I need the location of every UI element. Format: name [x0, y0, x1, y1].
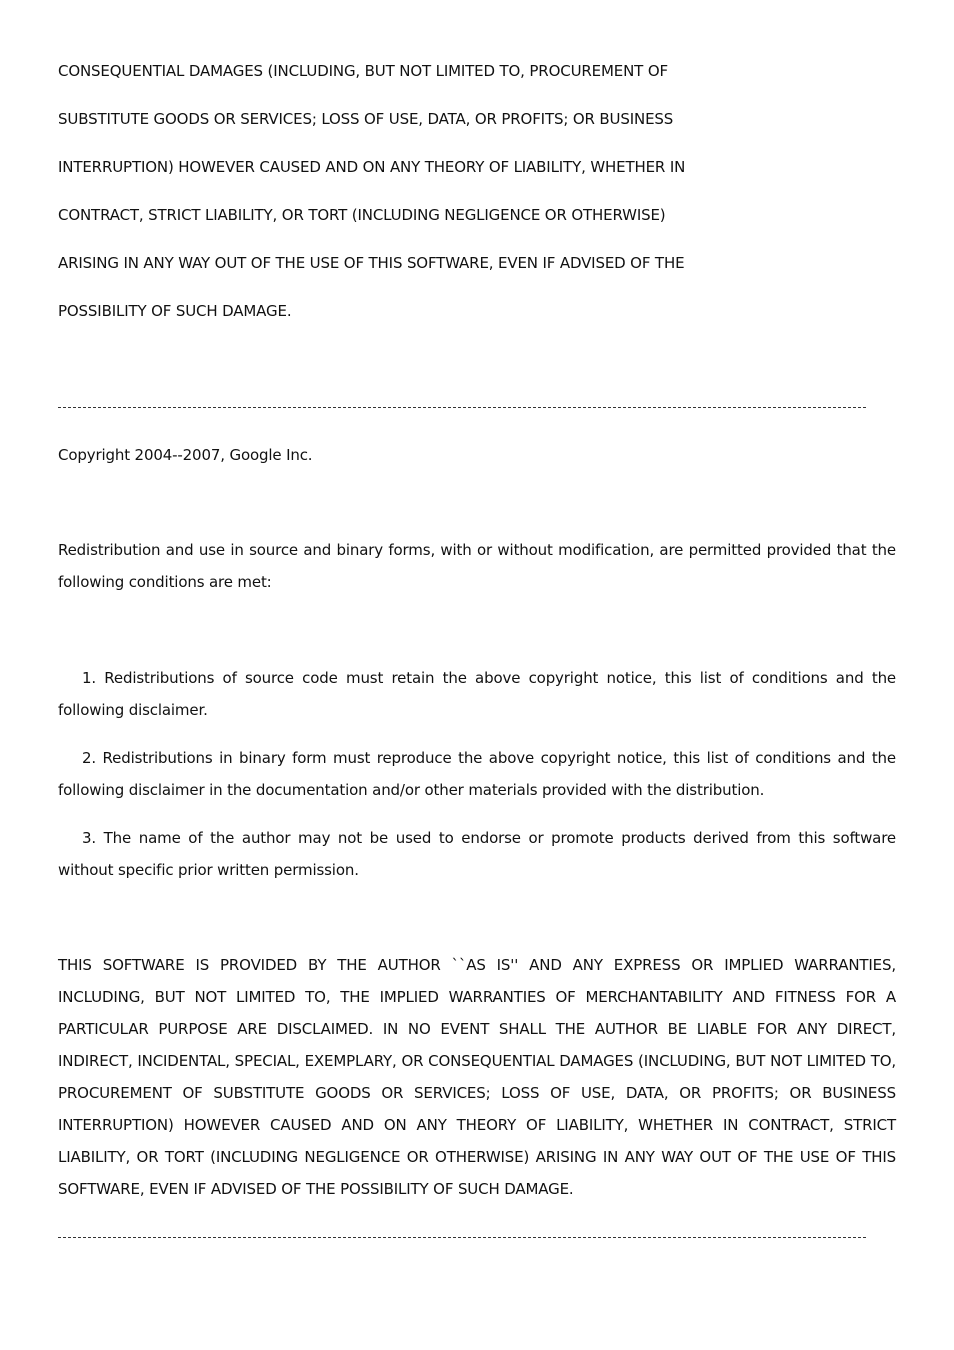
- license-text-line: ARISING IN ANY WAY OUT OF THE USE OF THIS SOFTWARE, EVEN IF ADVISED OF THE: [58, 254, 685, 272]
- copyright-notice: Copyright 2004--2007, Google Inc.: [58, 446, 313, 464]
- license-text-line: SUBSTITUTE GOODS OR SERVICES; LOSS OF USE, DATA, OR PROFITS; OR BUSINESS: [58, 110, 674, 128]
- disclaimer-paragraph: THIS SOFTWARE IS PROVIDED BY THE AUTHOR ``AS IS'' AND ANY EXPRESS OR IMPLIED WARRANTIES, INCLUDING, BUT NOT LIMITED TO, THE IMPLIED WARRANTIES OF MERCHANTABILITY AND FITNESS FOR A PARTICULAR PURPOSE ARE DISCLAIMED. IN NO EVENT SHALL THE AUTHOR BE LIABLE FOR ANY DIRECT, INDIRECT, INCIDENTAL, SPECIAL, EXEMPLARY, OR CONSEQUENTIAL DAMAGES (INCLUDING, BUT NOT LIMITED TO, PROCUREMENT OF SUBSTITUTE GOODS OR SERVICES; LOSS OF USE, DATA, OR PROFITS; OR BUSINESS INTERRUPTION) HOWEVER CAUSED AND ON ANY THEORY OF LIABILITY, WHETHER IN CONTRACT, STRICT LIABILITY, OR TORT (INCLUDING NEGLIGENCE OR OTHERWISE) ARISING IN ANY WAY OUT OF THE USE OF THIS SOFTWARE, EVEN IF ADVISED OF THE POSSIBILITY OF SUCH DAMAGE.: [58, 956, 896, 1198]
- license-text-line: CONSEQUENTIAL DAMAGES (INCLUDING, BUT NOT LIMITED TO, PROCUREMENT OF: [58, 62, 668, 80]
- separator-line: [58, 407, 866, 408]
- license-text-line: INTERRUPTION) HOWEVER CAUSED AND ON ANY THEORY OF LIABILITY, WHETHER IN: [58, 158, 686, 176]
- license-text-line: CONTRACT, STRICT LIABILITY, OR TORT (INCLUDING NEGLIGENCE OR OTHERWISE): [58, 206, 666, 224]
- condition-item: 3. The name of the author may not be used to endorse or promote products derived from this software without specific prior written permission.: [58, 829, 896, 879]
- intro-paragraph: Redistribution and use in source and binary forms, with or without modification, are permitted provided that the following conditions are met:: [58, 541, 896, 591]
- condition-item: 1. Redistributions of source code must retain the above copyright notice, this list of conditions and the following disclaimer.: [58, 669, 896, 719]
- condition-item: 2. Redistributions in binary form must reproduce the above copyright notice, this list of conditions and the following disclaimer in the documentation and/or other materials provided with the distribution.: [58, 749, 896, 799]
- license-text-line: POSSIBILITY OF SUCH DAMAGE.: [58, 302, 292, 320]
- separator-line: [58, 1237, 866, 1238]
